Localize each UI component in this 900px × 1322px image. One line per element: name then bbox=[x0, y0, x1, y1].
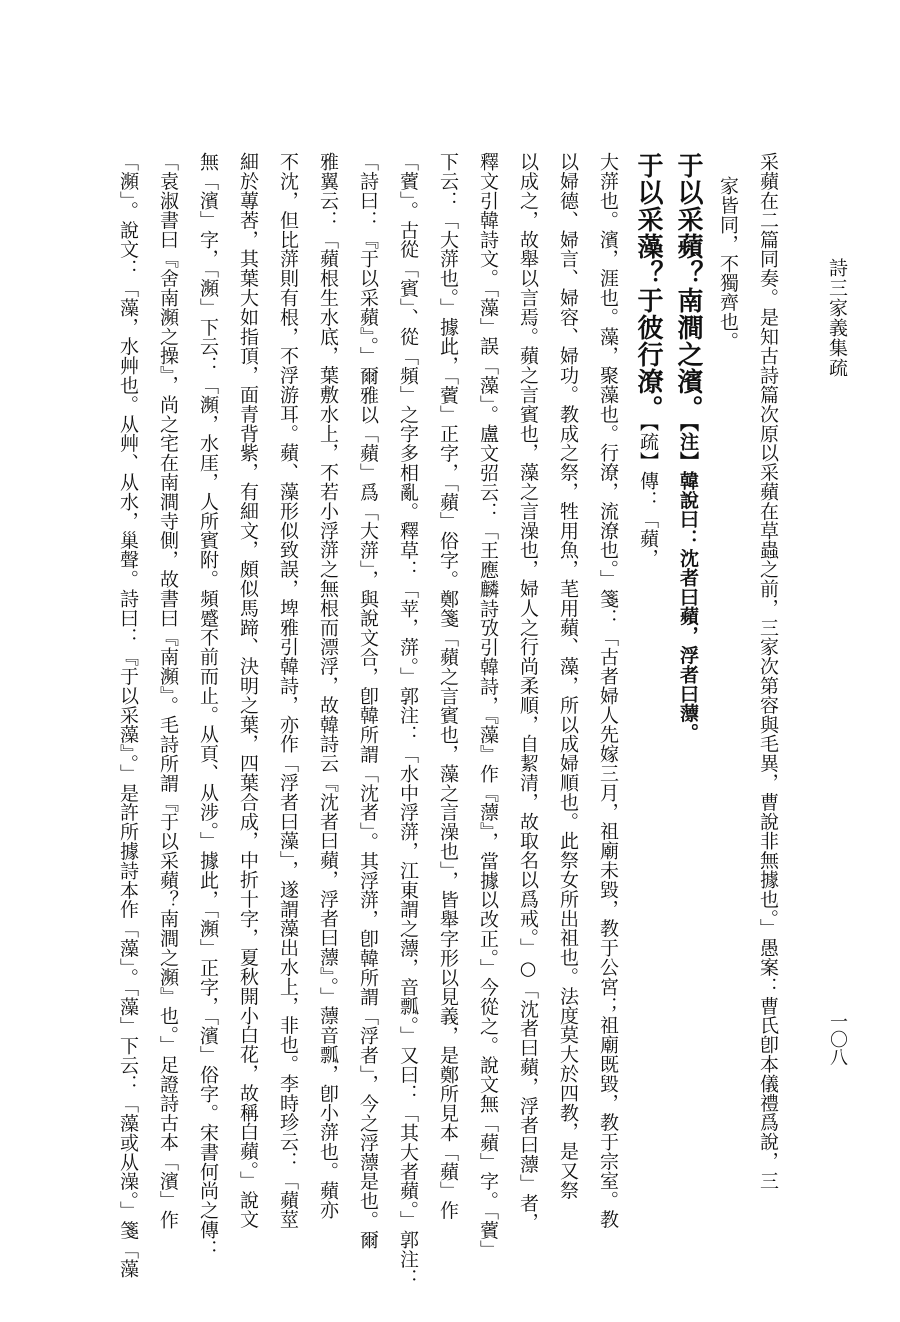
page-number: 一〇八 bbox=[827, 1012, 848, 1066]
commentary-text: 【疏】傳：「蘋， bbox=[637, 422, 659, 568]
text-column: 「詩曰：『于以采蘋』。」爾雅以「蘋」爲「大蓱」，與說文合，卽韓所謂「沈者」。其浮蓱，卽韓所謂「浮者」，今之浮薸是也。爾 bbox=[357, 152, 379, 1250]
text-column: 采蘋在二篇同奏。是知古詩篇次原以采蘋在草蟲之前，三家次第容與毛異，曹說非無據也。」愚案：曹氏卽本儀禮爲說，三 bbox=[757, 152, 779, 1191]
text-column: 雅翼云：「蘋根生水底，葉敷水上，不若小浮蓱之無根而漂浮，故韓詩云『沈者曰蘋，浮者曰薸』。」薸音瓢，卽小蓱也。蘋亦 bbox=[317, 152, 339, 1220]
text-column: 大蓱也。濱，涯也。藻，聚藻也。行潦，流潦也。」箋：「古者婦人先嫁三月，祖廟未毀，教于公宮；祖廟既毀，教于宗室。教 bbox=[597, 152, 619, 1229]
running-header: 詩三家義集疏 bbox=[826, 258, 848, 378]
commentary-text: 【注】韓說曰：沈者曰蘋，浮者曰薸。 bbox=[677, 422, 699, 743]
text-column: 「袁淑書曰『舍南瀕之操』，尚之宅在南澗寺側，故書曰『南瀕』。毛詩所謂『于以采蘋？南澗之瀕』也。」足證詩古本「濱」作 bbox=[157, 152, 179, 1230]
vertical-text-body bbox=[117, 152, 788, 1312]
text-column: 細於蓴莕，其葉大如指頂，面青背紫，有細文，頗似馬蹄、決明之葉，四葉合成，中折十字，夏秋開小白花，故稱白蘋。」說文 bbox=[237, 152, 259, 1229]
verse-column bbox=[668, 152, 708, 1312]
verse-line: 于以采蘋？南澗之濱。 bbox=[673, 152, 703, 422]
text-column: 以成之，故舉以言焉。蘋之言賓也，藻之言澡也，婦人之行尚柔順，自絜清，故取名以爲戒。」○「沈者曰蘋，浮者曰薸」者， bbox=[517, 152, 539, 1232]
text-column: 家皆同，不獨齊也。 bbox=[717, 176, 739, 351]
text-column: 無「濱」字，「瀕」下云：「瀕，水厓，人所賓附。頻蹙不前而止。从頁、从涉。」據此，「瀕」正字，「濱」俗字。宋書何尚之傳： bbox=[197, 152, 219, 1259]
verse-column bbox=[628, 152, 668, 1312]
text-column: 「瀕」。說文：「藻，水艸也。从艸、从水，巢聲。詩曰：『于以采藻』。」是許所據詩本作「藻」。「藻」下云：「藻或从澡。」箋「藻 bbox=[117, 152, 139, 1279]
text-column: 「薲」。古從「賓」、從「頻」之字多相亂。釋草：「苹，蓱。」郭注：「水中浮蓱，江東謂之薸，音瓢。」又曰：「其大者蘋。」郭注： bbox=[397, 152, 419, 1288]
text-column: 以婦德、婦言、婦容、婦功。教成之祭，牲用魚，芼用蘋、藻，所以成婦順也。此祭女所出祖也。法度莫大於四教，是又祭 bbox=[557, 152, 579, 1200]
text-column: 下云：「大蓱也。」據此，「薲」正字，「蘋」俗字。鄭箋「蘋之言賓也，藻之言澡也」，皆舉字形以見義，是鄭所見本「蘋」作 bbox=[437, 152, 459, 1220]
verse-line: 于以采藻？于彼行潦。 bbox=[633, 152, 663, 422]
text-column: 釋文引韓詩文。「藻」誤「藻」。盧文弨云：「王應麟詩攷引韓詩，『藻』作『薸』，當據以改正。」今從之。說文無「蘋」字。「薲」 bbox=[477, 152, 499, 1259]
text-column: 不沈，但比蓱則有根，不浮游耳。蘋、藻形似致誤，埤雅引韓詩，亦作「浮者曰藻」，遂謂藻出水上，非也。李時珍云：「蘋莖 bbox=[277, 152, 299, 1229]
